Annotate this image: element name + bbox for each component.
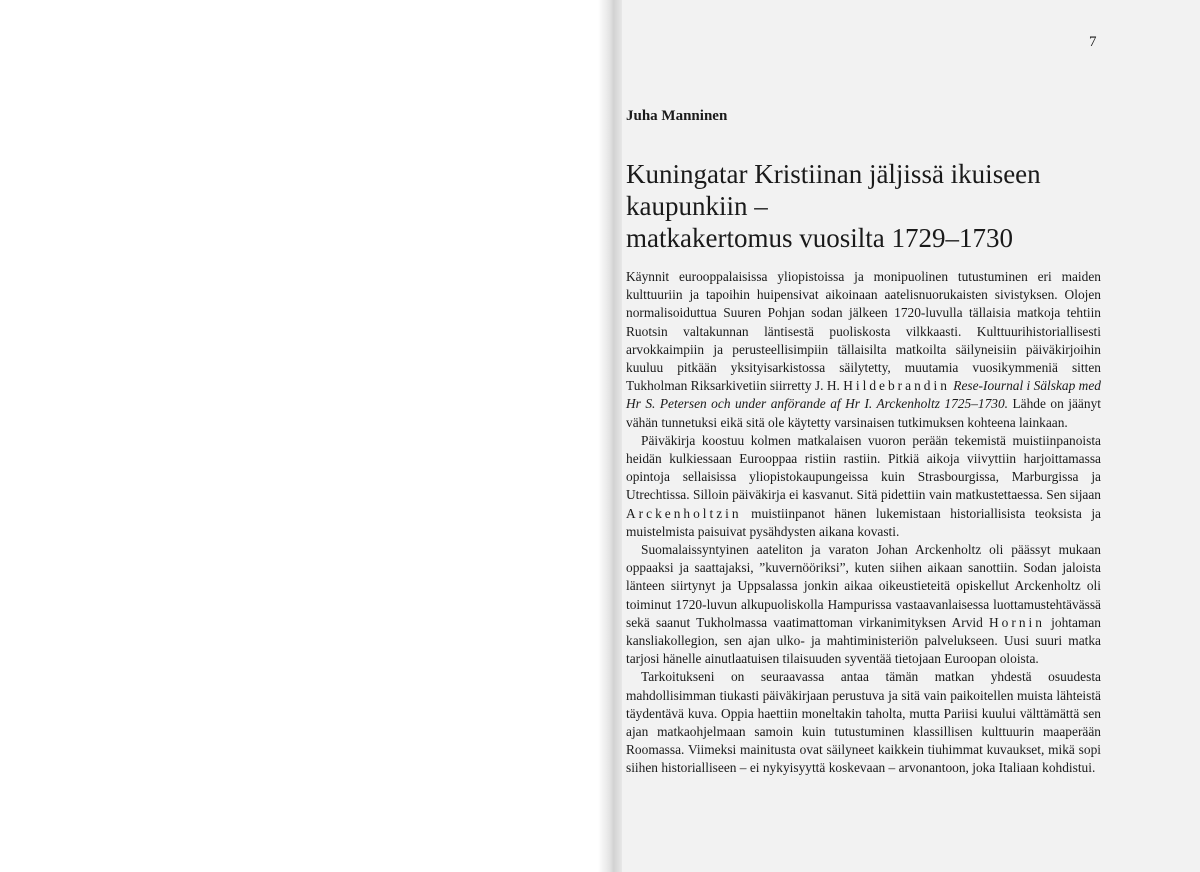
title-line: kaupunkiin – [626,191,768,221]
paragraph-text: Käynnit eurooppalaisissa yliopistoissa ja monipuolinen tutustuminen eri maiden kulttuuriin ja tapoihin huipensivat aikoinaan aatelisnuorukaisten sivistyksen. Olojen normalisoiduttua Suuren Pohjan sodan jälkeen 1720-luvulla tällaisia matkoja tehtiin Ruotsin valtakunnan läntisestä puoliskosta vilkkaasti. Kulttuurihistoriallisesti arvokkaimpiin ja perusteellisimpiin tällaisilta matkoilta säilyneisiin päiväkirjoihin kuuluu pitkään yksityisarkistossa säilytetty, muutamia vuosikymmeniä sitten Tukholman Riksarkivetiin siirretty J. H. [626,269,1101,394]
body-paragraph [626,432,1101,541]
body-paragraph [626,268,1101,432]
paragraph-text: johtaman kansliakollegion, sen ajan ulko- ja mahtiministeriön palvelukseen. Uusi suuri matka tarjosi hänelle ainutlaatuisen tilaisuuden syventää tietojaan Euroopan oloista. [626,614,1101,667]
book-gutter [598,0,624,872]
body-paragraph [626,668,1101,777]
paragraph-text: Tarkoitukseni on seuraavassa antaa tämän matkan yhdestä osuudesta mahdollisimman tiukasti päiväkirjaan perustuva ja sitä vain paikoitellen muista lähteistä täydentävä kuva. Oppia haettiin moneltakin taholta, mutta Pariisi kuului välttämättä sen ajan matkaohjelmaan samoin kuin tutustuminen klassillisen kulttuurin maaperään Roomassa. Viimeksi mainitusta ovat säilyneet kaikkein tiuhimmat kuvaukset, mikä sopi siihen historialliseen – ei nykyisyyttä koskevaan – arvonantoon, joka Italiaan kohdistui. [626,669,1101,776]
paragraph-text: Päiväkirja koostuu kolmen matkalaisen vuoron perään tekemistä muistiinpanoista heidän kulkiessaan Eurooppaa ristiin rastiin. Pitkiä aikoja viivyttiin harjoittamassa opintoja sellaisissa yliopistokaupungeissa kuin Strasbourgissa, Marburgissa ja Utrechtissa. Silloin päiväkirja ei kasvanut. Sitä pidettiin vain matkustettaessa. Sen sijaan [626,432,1101,503]
article-title [626,158,1096,254]
title-line: Kuningatar Kristiinan jäljissä ikuiseen [626,159,1041,189]
spaced-name-text: Arckenholtzin [626,505,742,521]
body-text [626,268,1101,778]
spaced-name-text: Hornin [989,614,1045,630]
body-paragraph [626,541,1101,668]
paragraph-text: muistiinpanot hänen lukemistaan historiallisista teoksista ja muistelmista paisuivat pysähdysten aikana kovasti. [626,505,1101,539]
paragraph-text: Lähde on jäänyt vähän tunnetuksi eikä sitä ole käytetty varsinaisen tutkimuksen kohteena lainkaan. [626,396,1101,430]
italic-title-text: Rese-Iournal i Sälskap med Hr S. Petersen och under anförande af Hr I. Arckenholtz 1725–1730. [626,378,1101,412]
title-line: matkakertomus vuosilta 1729–1730 [626,223,1013,253]
author-name: Juha Manninen [626,108,728,124]
paragraph-text: Suomalaissyntyinen aateliton ja varaton Johan Arckenholtz oli päässyt mukaan oppaaksi ja saattajaksi, ”kuvernööriksi”, kuten siihen aikaan sanottiin. Sodan jaloista länteen siirtynyt ja Uppsalassa jonkin aikaa oikeustieteitä opiskellut Arckenholtz oli toiminut 1720-luvun alkupuoliskolla Hampurissa vastaavanlaisessa luottamustehtävässä sekä saanut Tukholmassa vaatimattoman virkanimityksen Arvid [626,542,1101,630]
spaced-name-text: Hildebrandin [843,378,950,394]
page-number: 7 [1089,34,1097,50]
